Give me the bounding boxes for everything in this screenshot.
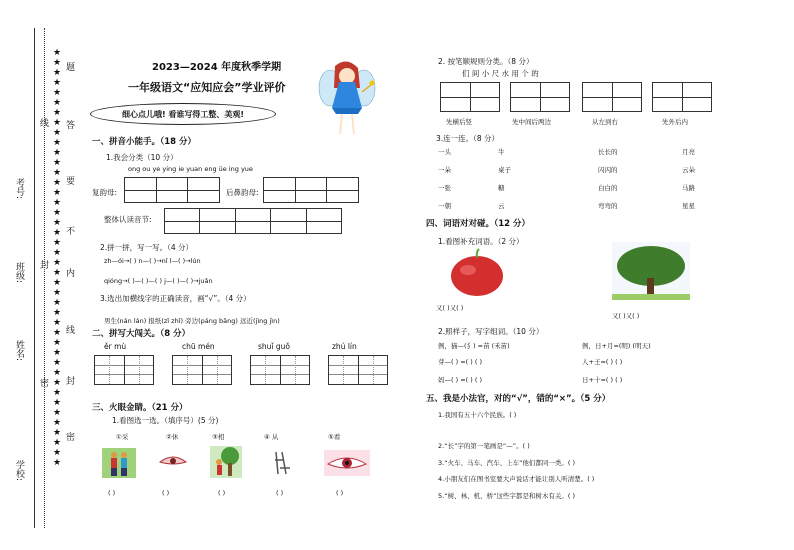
sec1-title: 一、拼音小能手。（18 分） (92, 137, 197, 147)
match-c1-1[interactable]: 一头 (438, 148, 451, 156)
sec4-q2-title: 2.照样子，写字组词。（10 分） (438, 327, 544, 336)
field-xuexiao: 学校: (14, 460, 24, 482)
page-title: 一年级语文“应知应会”学业评价 (128, 81, 286, 94)
match-c1-4[interactable]: 一朝 (438, 202, 451, 210)
stroke-order-chars: 们 间 小 尺 水 用 个 的 (462, 69, 539, 78)
label-fuyunmu: 复韵母: (92, 188, 118, 197)
judge-item-2[interactable]: 2.“长”字的第一笔画是“—”。( ) (438, 442, 530, 450)
rule-2: 先中间后两边 (512, 118, 551, 126)
stroke-box-2[interactable] (510, 82, 570, 112)
zuci-row1-left[interactable]: 芽—( ) =( ) ( ) (438, 358, 482, 366)
judge-item-1[interactable]: 1.我国有五十六个民族。( ) (438, 411, 517, 419)
spell-line-2[interactable]: qióng→( )—( )—( ) j—( )—( )→juǎn (104, 277, 213, 285)
sec1-q3-title: 3.选出加横线字的正确读音，画“√”。（4 分） (100, 294, 251, 303)
zuci-row2-right[interactable]: 日+十=( ) ( ) (582, 376, 623, 384)
pinyin-4: zhú lín (332, 342, 357, 351)
sec3-q3-title: 3.连一连。（8 分） (436, 134, 500, 143)
rule-3: 从左到右 (592, 118, 618, 126)
field-xingming: 姓名: (14, 340, 24, 362)
tianzige-1[interactable] (94, 355, 154, 385)
stroke-box-1[interactable] (440, 82, 500, 112)
pronunciation-items[interactable]: 男生(nán lán) 报纸(zǐ zhǐ) 旁边(páng bāng) 远近(jìng jìn) (104, 317, 280, 325)
stroke-box-4[interactable] (652, 82, 712, 112)
cong-character-picture (272, 450, 292, 476)
answer-blank-1[interactable]: ( ) (108, 489, 116, 497)
match-c2-3[interactable]: 糖 (498, 184, 505, 192)
match-c3-2[interactable]: 闪闪的 (598, 166, 618, 174)
judge-item-5[interactable]: 5.“树、林、机、桥”这些字都是和树木有关。( ) (438, 492, 576, 500)
pinyin-2: chū mén (182, 342, 215, 351)
sec1-q2-title: 2.拼一拼，写一写。（4 分） (100, 243, 194, 252)
option-2: ②休 (166, 433, 179, 441)
eye-picture (158, 452, 188, 470)
answer-blank-5[interactable]: ( ) (336, 489, 344, 497)
title-year: 2023—2024 年度秋季学期 (152, 62, 282, 73)
label-feng: 封 (38, 260, 48, 269)
option-3: ③相 (212, 433, 225, 441)
option-5: ⑤看 (328, 433, 341, 441)
tianzige-3[interactable] (250, 355, 310, 385)
match-c1-3[interactable]: 一张 (438, 184, 451, 192)
sec3-q1-title: 1.看图选一选。（填序号）(5 分) (112, 416, 219, 425)
label-mi: 密 (38, 378, 48, 387)
match-c4-4[interactable]: 星星 (682, 202, 695, 210)
binding-line-dotted (44, 28, 45, 528)
field-kaohao: 考号: (14, 178, 24, 200)
spell-line-1[interactable]: zh—ói→( ) n—( )→nǐ l—( )→lún (104, 257, 201, 265)
judge-item-4[interactable]: 4.小朋友们在图书室要大声说话才能让别人听清楚。( ) (438, 475, 595, 483)
match-c2-4[interactable]: 云 (498, 202, 505, 210)
zhengti-grid[interactable] (164, 208, 342, 234)
match-c2-2[interactable]: 桌子 (498, 166, 511, 174)
person-tree-picture (210, 446, 242, 478)
star-column: ★★★★★★★★★★★★★★★★★★★★★★★★★★★★★★★★★★★★★★★★★★ (52, 48, 62, 468)
sec1-q1-title: 1.我会分类（10 分） (106, 153, 178, 162)
example-right: 例，日+月=(明) (明天) (582, 342, 651, 350)
houbiyunmu-grid[interactable] (263, 177, 359, 203)
match-c3-3[interactable]: 白白的 (598, 184, 618, 192)
label-xian2: 线 (64, 325, 74, 334)
sec4-q1-title: 1.看图补充词语。（2 分） (438, 237, 524, 246)
example-left: 例，猫—(犭) =苗 (禾苗) (438, 342, 510, 350)
sec3-title: 三、火眼金睛。（21 分） (92, 403, 188, 413)
rule-1: 先横后竖 (446, 118, 472, 126)
tree-picture (612, 242, 690, 300)
rule-4: 先外后内 (662, 118, 688, 126)
eyes-picture (324, 450, 370, 476)
apple-picture (446, 248, 508, 298)
label-houbiyunmu: 后鼻韵母: (226, 188, 259, 197)
apple-answer[interactable]: 又( )又( ) (436, 304, 464, 312)
match-c4-3[interactable]: 马路 (682, 184, 695, 192)
label-zhengti: 整体认读音节: (104, 215, 152, 224)
label-mi2: 密 (64, 432, 74, 441)
tree-answer[interactable]: 又( )又( ) (612, 312, 640, 320)
answer-blank-2[interactable]: ( ) (162, 489, 170, 497)
match-c4-2[interactable]: 云朵 (682, 166, 695, 174)
binding-line-outer (34, 28, 35, 528)
zuci-row1-right[interactable]: 人+王=( ) ( ) (582, 358, 623, 366)
stroke-box-3[interactable] (582, 82, 642, 112)
match-c3-1[interactable]: 长长的 (598, 148, 618, 156)
sec3-q2-title: 2. 按笔顺规则分类。（8 分） (438, 57, 534, 66)
label-bu: 不 (64, 226, 74, 235)
fairy-illustration (318, 58, 376, 138)
match-c4-1[interactable]: 月亮 (682, 148, 695, 156)
pinyin-1: ěr mù (104, 342, 127, 351)
sec2-title: 二、拼写大闯关。（8 分） (92, 329, 191, 339)
label-yao: 要 (64, 176, 74, 185)
pinyin-3: shuǐ guǒ (258, 342, 290, 351)
answer-blank-3[interactable]: ( ) (218, 489, 226, 497)
sec4-title: 四、词语对对碰。（12 分） (426, 219, 531, 229)
sec5-title: 五、我是小法官，对的“√”，错的“×”。（5 分） (426, 394, 611, 404)
answer-blank-4[interactable]: ( ) (276, 489, 284, 497)
match-c2-1[interactable]: 牛 (498, 148, 505, 156)
match-c3-4[interactable]: 弯弯的 (598, 202, 618, 210)
label-xian: 线 (38, 118, 48, 127)
syllable-list: ong ou ye ying ie yuan eng üe ing yue (128, 165, 253, 173)
motto-bubble: 细心点儿哦! 看谁写得工整、美观! (90, 103, 276, 125)
judge-item-3[interactable]: 3.“火车、马车、汽车、上车”他们都同一类。( ) (438, 459, 576, 467)
match-c1-2[interactable]: 一朵 (438, 166, 451, 174)
label-feng2: 封 (64, 376, 74, 385)
tianzige-4[interactable] (328, 355, 388, 385)
label-da: 答 (64, 120, 74, 129)
two-people-picture (102, 448, 136, 478)
fuyunmu-grid[interactable] (124, 177, 220, 203)
label-ti: 题 (64, 62, 74, 71)
option-1: ①采 (116, 433, 129, 441)
option-4: ④ 从 (264, 433, 279, 441)
tianzige-2[interactable] (172, 355, 232, 385)
field-banji: 班级: (14, 262, 24, 284)
zuci-row2-left[interactable]: 妈—( ) =( ) ( ) (438, 376, 482, 384)
label-nei: 内 (64, 268, 74, 277)
